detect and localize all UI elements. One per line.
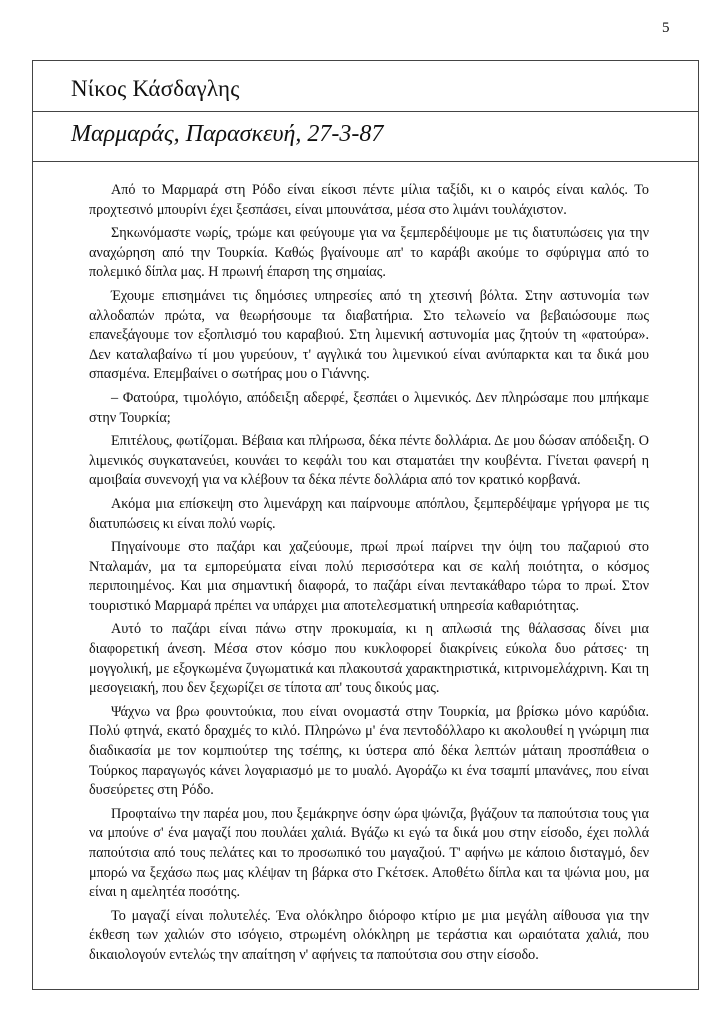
paragraph: Το μαγαζί είναι πολυτελές. Ένα ολόκληρο διόροφο κτίριο με μια μεγάλη αίθουσα για την έκθεση των χαλιών στο ισόγειο, στρωμένη ολόκληρη με τεράστια και ωραιότατα χαλιά, που δικαιολογούν εντελώς την απαίτηση ν' αφήνεις τα παπούτσια σου στην είσοδο. (89, 907, 649, 963)
paragraph: – Φατούρα, τιμολόγιο, απόδειξη αδερφέ, ξεσπάει ο λιμενικός. Δεν πληρώσαμε που μπήκαμε στην Τουρκία; (89, 389, 649, 426)
paragraph: Σηκωνόμαστε νωρίς, τρώμε και φεύγουμε για να ξεμπερδέψουμε με τις διατυπώσεις για την αναχώρηση από την Τουρκία. Καθώς βγαίνουμε απ' το καράβι ακούμε το σφύριγμα από το πολεμικό δίπλα μας. Η πρωινή έπαρση της σημαίας. (89, 225, 649, 281)
paragraph: Ακόμα μια επίσκεψη στο λιμενάρχη και παίρνουμε απόπλου, ξεμπερδέψαμε γρήγορα με τις διατυπώσεις κι είναι πολύ νωρίς. (89, 495, 649, 532)
paragraph: Από το Μαρμαρά στη Ρόδο είναι είκοσι πέντε μίλια ταξίδι, κι ο καιρός είναι καλός. Το προχτεσινό μπουρίνι έχει ξεσπάσει, είναι μπουνάτσα, μέσα στο λιμάνι τουλάχιστον. (89, 182, 649, 218)
article-frame (32, 60, 699, 990)
paragraph: Επιτέλους, φωτίζομαι. Βέβαια και πλήρωσα, δέκα πέντε δολλάρια. Δε μου δώσαν απόδειξη. Ο λιμενικός συγκατανεύει, κουνάει το κεφάλι του και σταματάει την κουβέντα. Γίνεται φανερή η αμοιβαία συνενοχή για να κλέβουν τα δέκα πέντε δολλάρια από τον κρατικό κορβανά. (89, 433, 649, 489)
paragraph: Έχουμε επισημάνει τις δημόσιες υπηρεσίες από τη χτεσινή βόλτα. Στην αστυνομία των αλλοδαπών πρώτα, να θεωρήσουμε τα διαβατήρια. Στο τελωνείο να βεβαιώσουμε πως επανεξάγουμε τον εξοπλισμό του καραβιού. Στη λιμενική αστυνομία μας ζητούν τη «φατούρα». Δεν καταλαβαίνω τί μου γυρεύουν, τ' αγγλικά του λιμενικού είναι ανύπαρκτα και τα δικά μου σπασμένα. Επεμβαίνει ο σωτήρας μου ο Γιάννης. (89, 287, 649, 383)
paragraph: Ψάχνω να βρω φουντούκια, που είναι ονομαστά στην Τουρκία, μα βρίσκω μόνο καρύδια. Πολύ φτηνά, εκατό δραχμές το κιλό. Πληρώνω μ' ένα πεντοδόλλαρο κι ακολουθεί η γνώριμη πια διαδικασία με τον κομπιούτερ της τσέπης, κι ύστερα από δέκα λεπτών μάταιη προσπάθεια ο Τούρκος παραγωγός κάνει λογαριασμό με το μυαλό. Αγοράζω κι ένα τσαμπί μπανάνες, που είναι δυσεύρετες στη Ρόδο. (89, 703, 649, 799)
dateline: Μαρμαράς, Παρασκευή, 27-3-87 (71, 121, 384, 147)
author-row (33, 61, 698, 112)
author-name: Νίκος Κάσδαγλης (71, 76, 240, 101)
paragraph: Πηγαίνουμε στο παζάρι και χαζεύουμε, πρωί πρωί παίρνει την όψη του παζαριού στο Νταλαμάν, μα τα εμπορεύματα είναι πολύ περισσότερα και σε καλή ποιότητα, ο κόσμος περιποιημένος. Και μια σημαντική διαφορά, το παζάρι είναι πεντακάθαρο τώρα το πρωί. Στον τουριστικό Μαρμαρά πρέπει να υπάρχει μια αποτελεσματική υπηρεσία καθαριότητας. (89, 539, 649, 614)
paragraph: Αυτό το παζάρι είναι πάνω στην προκυμαία, κι η απλωσιά της θάλασσας δίνει μια διαφορετική άνεση. Μέσα στον κόσμο που κυκλοφορεί διακρίνεις εύκολα δυο ράτσες· τη μογγολική, με εξογκωμένα ζυγωματικά και πλακουτσά χαρακτηριστικά, κιτρινομελάχρινη. Και τη μεσογειακή, που δεν ξεχωρίζει σε τίποτα απ' τους δικούς μας. (89, 621, 649, 697)
page-number: 5 (662, 20, 670, 36)
paragraph: Προφταίνω την παρέα μου, που ξεμάκρηνε όσην ώρα ψώνιζα, βγάζουν τα παπούτσια τους για να μπούνε σ' ένα μαγαζί που πουλάει χαλιά. Βγάζω κι εγώ τα δικά μου στην είσοδο, έχει πολλά παπούτσια από τους πελάτες και το προσωπικό του μαγαζιού. Τ' αφήνω με κάποιο δισταγμό, δεν μπορώ να ξεχάσω πως μας κλέψαν τη βάρκα στο Γκέτσεκ. Αποθέτω δίπλα και τα ψώνια μου, μα είναι η αμελητέα ποσότης. (89, 805, 649, 901)
article-body (89, 181, 649, 970)
dateline-row (33, 112, 698, 162)
